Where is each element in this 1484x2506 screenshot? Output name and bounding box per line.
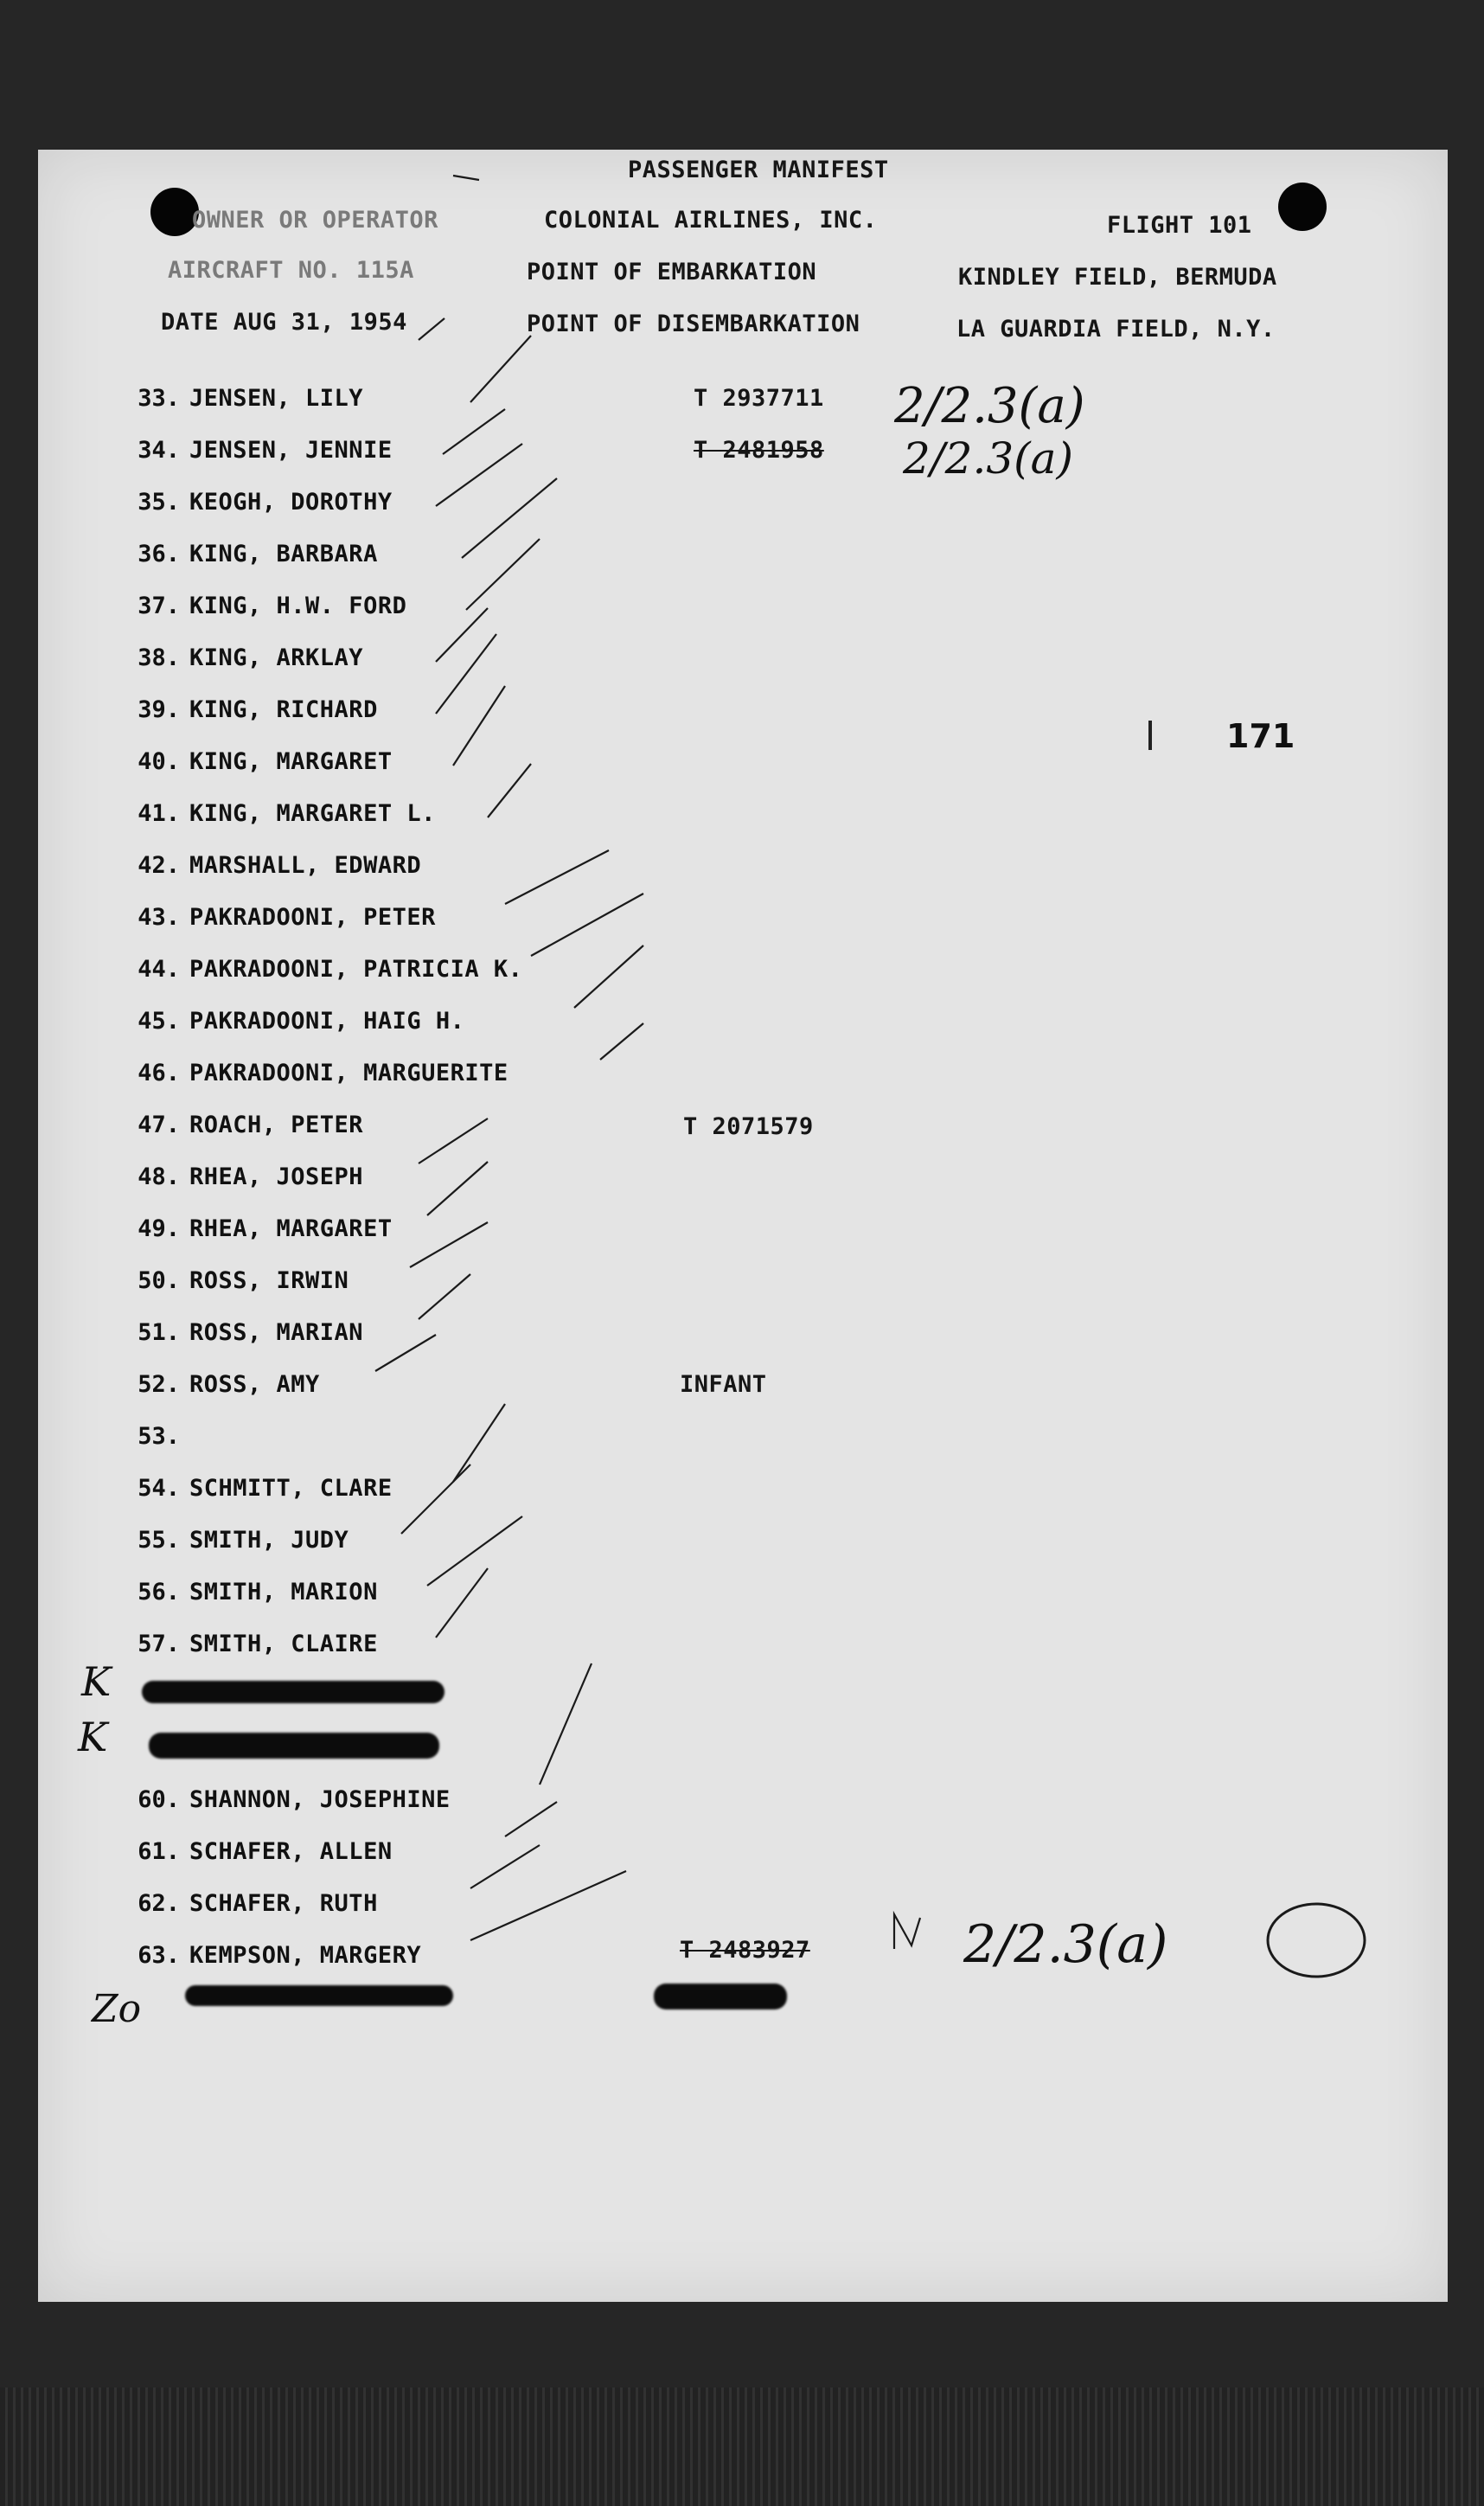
margin-mark-k: K [81,1658,112,1705]
passenger-name: KING, BARBARA [189,541,378,567]
row-number: 50. [138,1267,180,1294]
row-number: 61. [138,1838,180,1865]
row-number: 46. [138,1060,180,1086]
row-number: 45. [138,1008,180,1035]
passenger-name: KEOGH, DOROTHY [189,489,393,516]
row-number: 35. [138,489,180,516]
embarkation-place: KINDLEY FIELD, BERMUDA [958,264,1277,291]
ticket-number: T 2483927 [680,1937,810,1964]
passenger-name: KING, MARGARET L. [189,800,436,827]
ticket-number: T 2937711 [694,385,824,412]
disembarkation-label: POINT OF DISEMBARKATION [527,311,860,337]
passenger-name: RHEA, MARGARET [189,1215,393,1242]
passenger-name: SCHMITT, CLARE [189,1475,393,1502]
infant-note: INFANT [680,1371,767,1398]
row-number: 39. [138,696,180,723]
passenger-name: KING, H.W. FORD [189,593,407,619]
row-number: 34. [138,437,180,464]
passenger-name: SCHAFER, ALLEN [189,1838,393,1865]
row-number: 40. [138,748,180,775]
row-number: 56. [138,1579,180,1606]
passenger-name: RHEA, JOSEPH [189,1163,364,1190]
row-number: 57. [138,1631,180,1657]
ticket-number: T 2071579 [683,1113,814,1140]
row-number: 60. [138,1786,180,1813]
airline-name: COLONIAL AIRLINES, INC. [544,207,878,234]
row-number: 63. [138,1942,180,1969]
passenger-name: MARSHALL, EDWARD [189,852,422,879]
page-number: 171 [1226,717,1295,755]
passenger-name: KEMPSON, MARGERY [189,1942,422,1969]
passenger-name: ROACH, PETER [189,1112,364,1138]
passenger-name: PAKRADOONI, HAIG H. [189,1008,465,1035]
passenger-name: KING, MARGARET [189,748,393,775]
row-number: 33. [138,385,180,412]
handwritten-code: 2/2.3(a) [894,378,1085,434]
owner-operator-label: OWNER OR OPERATOR [192,207,438,234]
passenger-name: SHANNON, JOSEPHINE [189,1786,451,1813]
row-number: 38. [138,644,180,671]
row-number: 42. [138,852,180,879]
passenger-name: PAKRADOONI, PETER [189,904,436,931]
passenger-name: ROSS, IRWIN [189,1267,349,1294]
flight-date: DATE AUG 31, 1954 [161,309,407,336]
passenger-name: SCHAFER, RUTH [189,1890,378,1917]
passenger-name: JENSEN, LILY [189,385,364,412]
disembarkation-place: LA GUARDIA FIELD, N.Y. [956,316,1276,343]
passenger-name: SMITH, JUDY [189,1527,349,1554]
passenger-name: JENSEN, JENNIE [189,437,393,464]
flight-number: FLIGHT 101 [1107,212,1252,239]
passenger-name: ROSS, MARIAN [189,1319,364,1346]
scan-edge [0,2387,1484,2506]
row-number: 47. [138,1112,180,1138]
aircraft-number: AIRCRAFT NO. 115A [168,257,414,284]
handwritten-code: 2/2.3(a) [963,1914,1168,1975]
row-number: 44. [138,956,180,983]
passenger-name: SMITH, CLAIRE [189,1631,378,1657]
passenger-name: PAKRADOONI, MARGUERITE [189,1060,509,1086]
row-number: 43. [138,904,180,931]
manifest-title: PASSENGER MANIFEST [628,157,889,183]
passenger-name: PAKRADOONI, PATRICIA K. [189,956,523,983]
passenger-name: KING, RICHARD [189,696,378,723]
row-number: 36. [138,541,180,567]
row-number: 49. [138,1215,180,1242]
passenger-name: KING, ARKLAY [189,644,364,671]
row-number: 55. [138,1527,180,1554]
passenger-name: SMITH, MARION [189,1579,378,1606]
margin-mark-zo: Zo [92,1987,142,2031]
row-number: 54. [138,1475,180,1502]
handwritten-code: 2/2.3(a) [903,433,1073,484]
manifest-page [38,150,1448,2302]
row-number: 52. [138,1371,180,1398]
margin-mark-k: K [78,1714,108,1760]
passenger-name: ROSS, AMY [189,1371,320,1398]
row-number: 41. [138,800,180,827]
row-number: 37. [138,593,180,619]
row-number: 62. [138,1890,180,1917]
check-mark-ticks [38,150,1448,2302]
embarkation-label: POINT OF EMBARKATION [527,259,817,285]
ticket-number: T 2481958 [694,437,824,464]
row-number: 53. [138,1423,180,1450]
row-number: 48. [138,1163,180,1190]
row-number: 51. [138,1319,180,1346]
